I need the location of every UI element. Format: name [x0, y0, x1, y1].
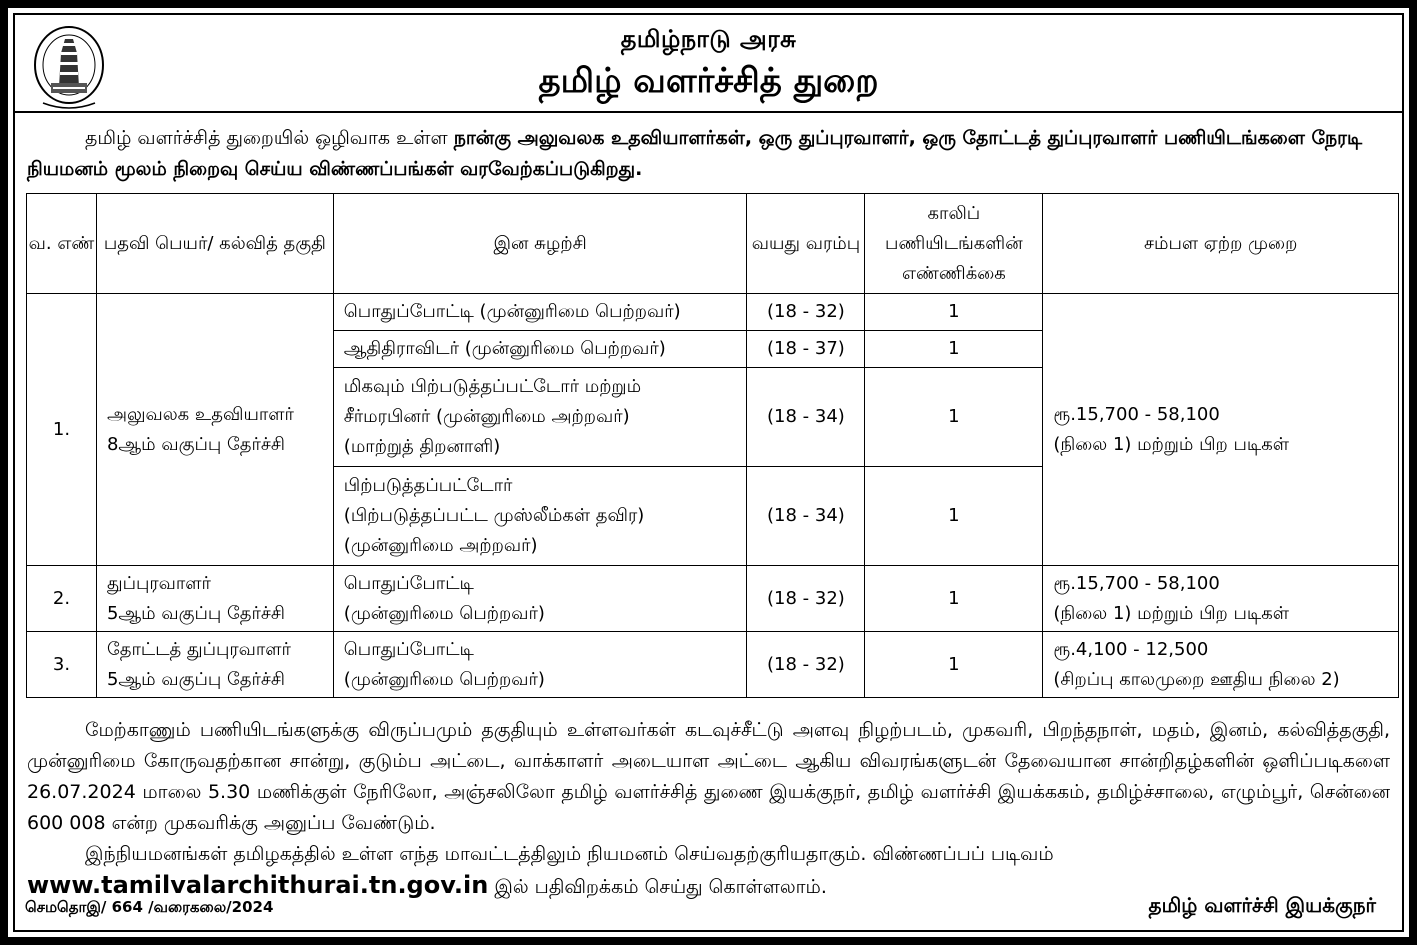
vacancy-table — [26, 193, 1399, 698]
row1-category-3: மிகவும் பிற்படுத்தப்பட்டோர் மற்றும் சீர்மரபினர் (முன்னுரிமை அற்றவர்) (மாற்றுத் திறனாளி) — [333, 368, 747, 467]
row1-sno: 1. — [27, 294, 97, 566]
row1-age-4: (18 - 34) — [747, 467, 865, 566]
row3-category: பொதுப்போட்டி (முன்னுரிமை பெற்றவர்) — [333, 632, 747, 698]
row1-age-1: (18 - 32) — [747, 294, 865, 331]
row1-pay: ரூ.15,700 - 58,100 (நிலை 1) மற்றும் பிற படிகள் — [1043, 294, 1399, 566]
header-pay: சம்பள ஏற்ற முறை — [1043, 194, 1399, 294]
table-header-row — [27, 194, 1399, 294]
row1-category-2: ஆதிதிராவிடர் (முன்னுரிமை பெற்றவர்) — [333, 331, 747, 368]
row2-post: துப்புரவாளர் 5ஆம் வகுப்பு தேர்ச்சி — [96, 566, 333, 632]
notice-header — [15, 15, 1402, 113]
row2-vacancies: 1 — [865, 566, 1043, 632]
table-row — [27, 294, 1399, 331]
header-sno: வ. எண் — [27, 194, 97, 294]
website-link[interactable]: www.tamilvalarchithurai.tn.gov.in — [27, 871, 489, 899]
instructions-paragraph-2: இந்நியமனங்கள் தமிழகத்தில் உள்ள எந்த மாவட்டத்திலும் நியமனம் செய்வதற்குரியதாகும். விண்ணப்பப் படிவம் — [85, 843, 1054, 865]
row1-category-4: பிற்படுத்தப்பட்டோர் (பிற்படுத்தப்பட்ட முஸ்லீம்கள் தவிர) (முன்னுரிமை அற்றவர்) — [333, 467, 747, 566]
row2-age: (18 - 32) — [747, 566, 865, 632]
header-vacancies: காலிப் பணியிடங்களின் எண்ணிக்கை — [865, 194, 1043, 294]
department-title: தமிழ் வளர்ச்சித் துறை — [538, 61, 879, 101]
row3-age: (18 - 32) — [747, 632, 865, 698]
header-age: வயது வரம்பு — [747, 194, 865, 294]
row1-vacancies-4: 1 — [865, 467, 1043, 566]
row3-post: தோட்டத் துப்புரவாளர் 5ஆம் வகுப்பு தேர்ச்சி — [96, 632, 333, 698]
instructions-paragraph-3: www.tamilvalarchithurai.tn.gov.in இல் பதிவிறக்கம் செய்து கொள்ளலாம். — [27, 871, 827, 899]
notice-page — [13, 13, 1404, 932]
row2-sno: 2. — [27, 566, 97, 632]
header-post: பதவி பெயர்/ கல்வித் தகுதி — [96, 194, 333, 294]
table-row — [27, 632, 1399, 698]
notice-frame — [8, 8, 1409, 937]
row1-post: அலுவலக உதவியாளர் 8ஆம் வகுப்பு தேர்ச்சி — [96, 294, 333, 566]
intro-text-part1: தமிழ் வளர்ச்சித் துறையில் ஒழிவாக உள்ள — [85, 127, 454, 149]
instructions-paragraph-1: மேற்காணும் பணியிடங்களுக்கு விருப்பமும் தகுதியும் உள்ளவர்கள் கடவுச்சீட்டு அளவு நிழற்படம், முகவரி, பிறந்தநாள், மதம், இனம், கல்வித்தகுதி, முன்னுரிமை கோருவதற்கான சான்று, குடும்ப அட்டை, வாக்காளர் அடையாள அட்டை ஆகிய விவரங்களுடன் தேவையான சான்றிதழ்களின் ஒளிப்படிகளை 26.07.2024 மாலை 5.30 மணிக்குள் நேரிலோ, அஞ்சலிலோ தமிழ் வளர்ச்சித் துணை இயக்குநர், தமிழ் வளர்ச்சி இயக்ககம், தமிழ்ச்சாலை, எழும்பூர், சென்னை 600 008 என்ற முகவரிக்கு அனுப்ப வேண்டும். — [27, 719, 1390, 834]
row1-vacancies-1: 1 — [865, 294, 1043, 331]
row3-pay: ரூ.4,100 - 12,500 (சிறப்பு காலமுறை ஊதிய நிலை 2) — [1043, 632, 1399, 698]
row1-category-1: பொதுப்போட்டி (முன்னுரிமை பெற்றவர்) — [333, 294, 747, 331]
row1-age-3: (18 - 34) — [747, 368, 865, 467]
intro-paragraph — [27, 123, 1390, 185]
government-title: தமிழ்நாடு அரசு — [620, 25, 797, 53]
reference-number: செமதொஇ/ 664 /வரைகலை/2024 — [25, 898, 274, 916]
row1-age-2: (18 - 37) — [747, 331, 865, 368]
signatory: தமிழ் வளர்ச்சி இயக்குநர் — [1148, 893, 1376, 917]
row3-sno: 3. — [27, 632, 97, 698]
intro-text-part2: நான்கு அலுவலக உதவியாளர்கள், ஒரு துப்புரவாளர், ஒரு தோட்டத் துப்புரவாளர் பணியிடங்களை நேரடி நியமனம் மூலம் நிறைவு செய்ய விண்ணப்பங்கள் வரவேற்கப்படுகிறது. — [27, 127, 1363, 180]
row1-vacancies-2: 1 — [865, 331, 1043, 368]
row1-vacancies-3: 1 — [865, 368, 1043, 467]
row2-category: பொதுப்போட்டி (முன்னுரிமை பெற்றவர்) — [333, 566, 747, 632]
row3-vacancies: 1 — [865, 632, 1043, 698]
row2-pay: ரூ.15,700 - 58,100 (நிலை 1) மற்றும் பிற படிகள் — [1043, 566, 1399, 632]
instructions — [27, 715, 1390, 903]
table-row — [27, 566, 1399, 632]
header-category: இன சுழற்சி — [333, 194, 747, 294]
